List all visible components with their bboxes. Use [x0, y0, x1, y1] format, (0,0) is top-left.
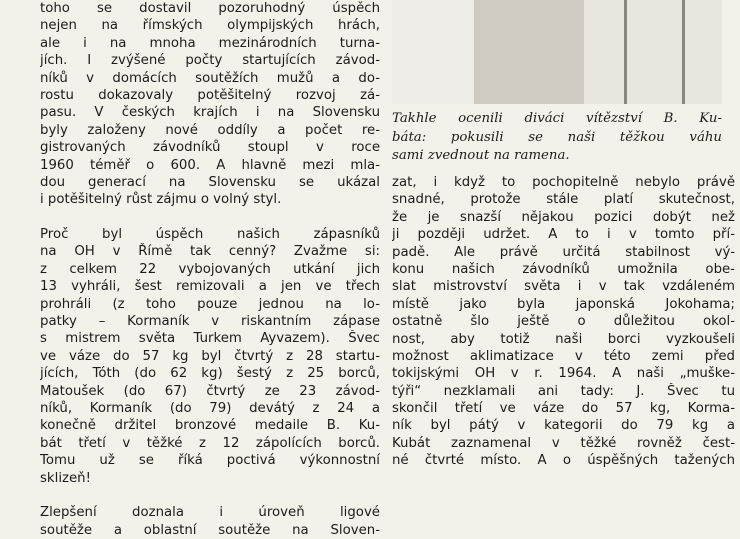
text-line: toho se dostavil pozoruhodný úspěch	[40, 1, 380, 16]
text-line: místě jako byla japonská Jokohama;	[392, 296, 735, 312]
text-line: níků v domácích soutěžích mužů a do-	[40, 70, 380, 86]
text-line: Tomu už se říká poctivá výkonnostní	[40, 453, 380, 469]
photo-caption	[392, 110, 722, 166]
text-line: nejen na římských olympijských hrách,	[40, 18, 380, 34]
text-line: ale i na mnoha mezinárodních turna-	[40, 35, 380, 51]
text-line: ve váze do 57 kg byl čtvrtý z 28 startu-	[40, 348, 380, 364]
text-line: týři“ nezklamali ani tady: J. Švec tu	[392, 383, 735, 399]
text-line: Zlepšení doznala i úroveň ligové	[40, 505, 380, 521]
text-line: na OH v Římě tak cenný? Zvažme si:	[40, 244, 380, 260]
text-line: Kubát zaznamenal v těžké rovněž čest-	[392, 435, 735, 451]
text-line: 13 vyhráli, šest remizovali a jen ve třech	[40, 279, 380, 295]
text-line: Takhle ocenili diváci vítězství B. Ku-	[392, 111, 722, 126]
text-line: prohráli (z toho pouze jednou na lo-	[40, 296, 380, 312]
text-line: Proč byl úspěch našich zápasníků	[40, 227, 380, 243]
text-line: slat mistrovství světa i v tak vzdáleném	[392, 279, 735, 295]
text-line: rostu dokazovaly potěšitelný rozvoj zá-	[40, 87, 380, 103]
text-line: gistrovaných závodníků stoupl v roce	[40, 140, 380, 156]
text-line: tokijskými OH v r. 1964. A naši „muške-	[392, 366, 735, 382]
text-line: snadné, protože stále platí skutečnost,	[392, 192, 735, 208]
text-line: né čtvrté místo. A o úspěšných tažených	[392, 453, 735, 469]
text-line: konečně držitel bronzové medaile B. Ku-	[40, 418, 380, 434]
text-line: pasu. V českých krajích i na Slovensku	[40, 105, 380, 121]
text-line: s mistrem světa Turkem Ayvazem). Švec	[40, 331, 380, 347]
text-line: ostatně šlo ještě o důležitou okol-	[392, 314, 735, 330]
paragraph-gap	[40, 487, 380, 504]
right-column	[392, 174, 735, 470]
text-line: níků, Kormaník (do 79) devátý z 24 a	[40, 400, 380, 416]
text-line: sklizeň!	[40, 470, 91, 486]
text-line: ník byl pátý v kategorii do 79 kg a	[392, 418, 735, 434]
text-line: bát třetí v těžké z 12 zápolících borců.	[40, 435, 380, 451]
text-line: dou generací na Slovensku se ukázal	[40, 174, 380, 190]
text-line: jících, Tóth (do 62 kg) šestý z 25 borců,	[40, 366, 380, 382]
paragraph-gap	[40, 209, 380, 226]
text-line: i potěšitelný růst zájmu o volný styl.	[40, 192, 282, 208]
text-line: Matoušek (do 67) čtvrtý ze 23 závod-	[40, 383, 380, 399]
text-line: zat, i když to pochopitelně nebylo právě	[392, 175, 735, 190]
text-line: sami zvednout na ramena.	[392, 148, 570, 163]
text-line: jích. I zvýšené počty startujících závod-	[40, 53, 380, 69]
text-line: možnost aklimatizace v této zemi před	[392, 348, 735, 364]
text-line: 1960 téměř o 600. A hlavně mezi mla-	[40, 157, 380, 173]
text-line: konu našich závodníků umožnila obe-	[392, 261, 735, 277]
text-line: z celkem 22 vybojovaných utkání jich	[40, 261, 380, 277]
text-line: soutěže a oblastní soutěže na Sloven-	[40, 522, 380, 538]
text-line: padě. Ale právě určitá stabilnost vý-	[392, 244, 735, 260]
text-line: nost, aby totiž naši borci vyzkoušeli	[392, 331, 735, 347]
text-line: ji později udržet. A to i v tomto pří-	[392, 227, 735, 243]
text-line: skončil třetí ve váze do 57 kg, Korma-	[392, 401, 735, 417]
photo	[392, 0, 722, 104]
text-line: byly založeny nové oddíly a počet re-	[40, 122, 380, 138]
left-column	[40, 0, 380, 539]
text-line: báta: pokusili se naši těžkou váhu	[392, 129, 722, 145]
text-line: že je snazší nějakou pozici dobýt než	[392, 209, 735, 225]
text-line: patky – Kormaník v riskantním zápase	[40, 314, 380, 330]
